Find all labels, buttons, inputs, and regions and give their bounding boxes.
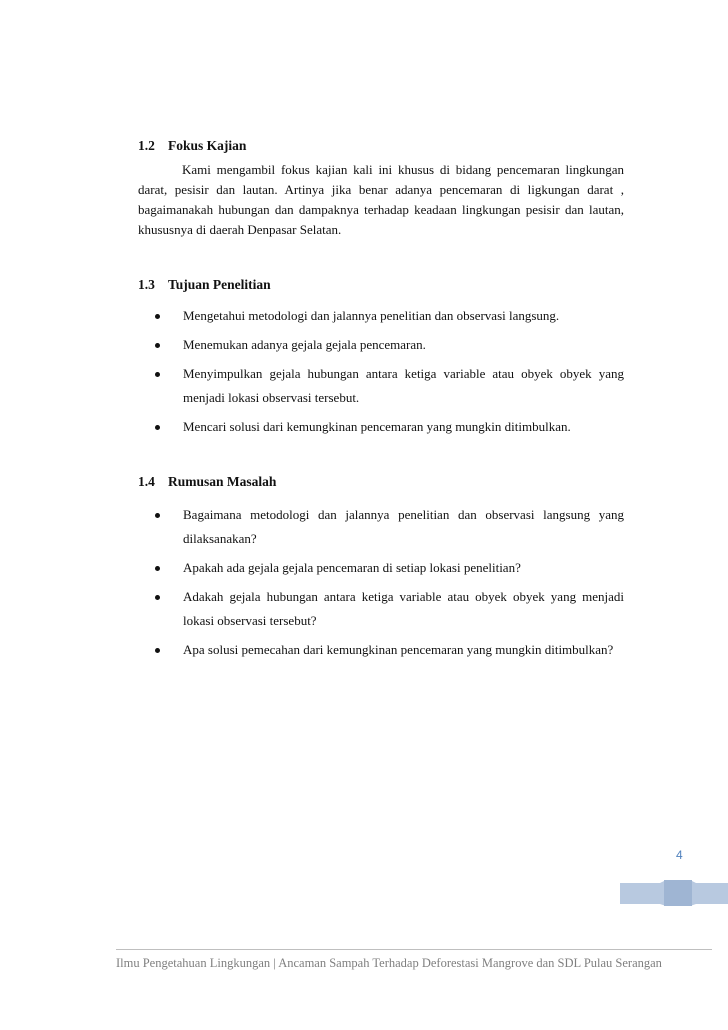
- section-number: 1.4: [138, 474, 155, 489]
- bullet-icon: [155, 314, 160, 319]
- section-heading-tujuan-penelitian: [138, 277, 271, 293]
- footer-divider: [116, 949, 712, 950]
- footer-decoration-shape: [620, 880, 728, 906]
- list-item: Mengetahui metodologi dan jalannya penelitian dan observasi langsung.: [138, 304, 624, 328]
- bullet-icon: [155, 372, 160, 377]
- list-item: Menemukan adanya gejala gejala pencemaran.: [138, 333, 624, 357]
- section-number: 1.3: [138, 277, 155, 292]
- section-title: Fokus Kajian: [168, 138, 247, 153]
- footer-text: Ilmu Pengetahuan Lingkungan | Ancaman Sampah Terhadap Deforestasi Mangrove dan SDL Pulau Serangan: [116, 956, 662, 970]
- list-item: Bagaimana metodologi dan jalannya penelitian dan observasi langsung yang dilaksanakan?: [138, 503, 624, 551]
- bullet-icon: [155, 425, 160, 430]
- fokus-kajian-paragraph: [138, 160, 624, 240]
- section-heading-fokus-kajian: [138, 138, 246, 154]
- section-heading-rumusan-masalah: [138, 474, 276, 490]
- list-item: Mencari solusi dari kemungkinan pencemaran yang mungkin ditimbulkan.: [138, 415, 624, 439]
- section-title: Rumusan Masalah: [168, 474, 277, 489]
- list-item: Apa solusi pemecahan dari kemungkinan pencemaran yang mungkin ditimbulkan?: [138, 638, 624, 662]
- bullet-icon: [155, 513, 160, 518]
- paragraph-text: Kami mengambil fokus kajian kali ini khusus di bidang pencemaran lingkungan darat, pesisir dan lautan. Artinya jika benar adanya pencemaran di ligkungan darat , bagaimanakah hubungan dan dampaknya terhadap keadaan lingkungan pesisir dan lautan, khususnya di daerah Denpasar Selatan.: [138, 162, 624, 237]
- bullet-icon: [155, 595, 160, 600]
- tujuan-penelitian-list: [138, 304, 624, 444]
- bullet-icon: [155, 648, 160, 653]
- list-item: Menyimpulkan gejala hubungan antara ketiga variable atau obyek obyek yang menjadi lokasi observasi tersebut.: [138, 362, 624, 410]
- list-item: Adakah gejala hubungan antara ketiga variable atau obyek obyek yang menjadi lokasi observasi tersebut?: [138, 585, 624, 633]
- bullet-icon: [155, 343, 160, 348]
- page-number: 4: [676, 848, 683, 862]
- section-number: 1.2: [138, 138, 155, 153]
- bullet-icon: [155, 566, 160, 571]
- section-title: Tujuan Penelitian: [168, 277, 271, 292]
- list-item: Apakah ada gejala gejala pencemaran di setiap lokasi penelitian?: [138, 556, 624, 580]
- rumusan-masalah-list: [138, 503, 624, 667]
